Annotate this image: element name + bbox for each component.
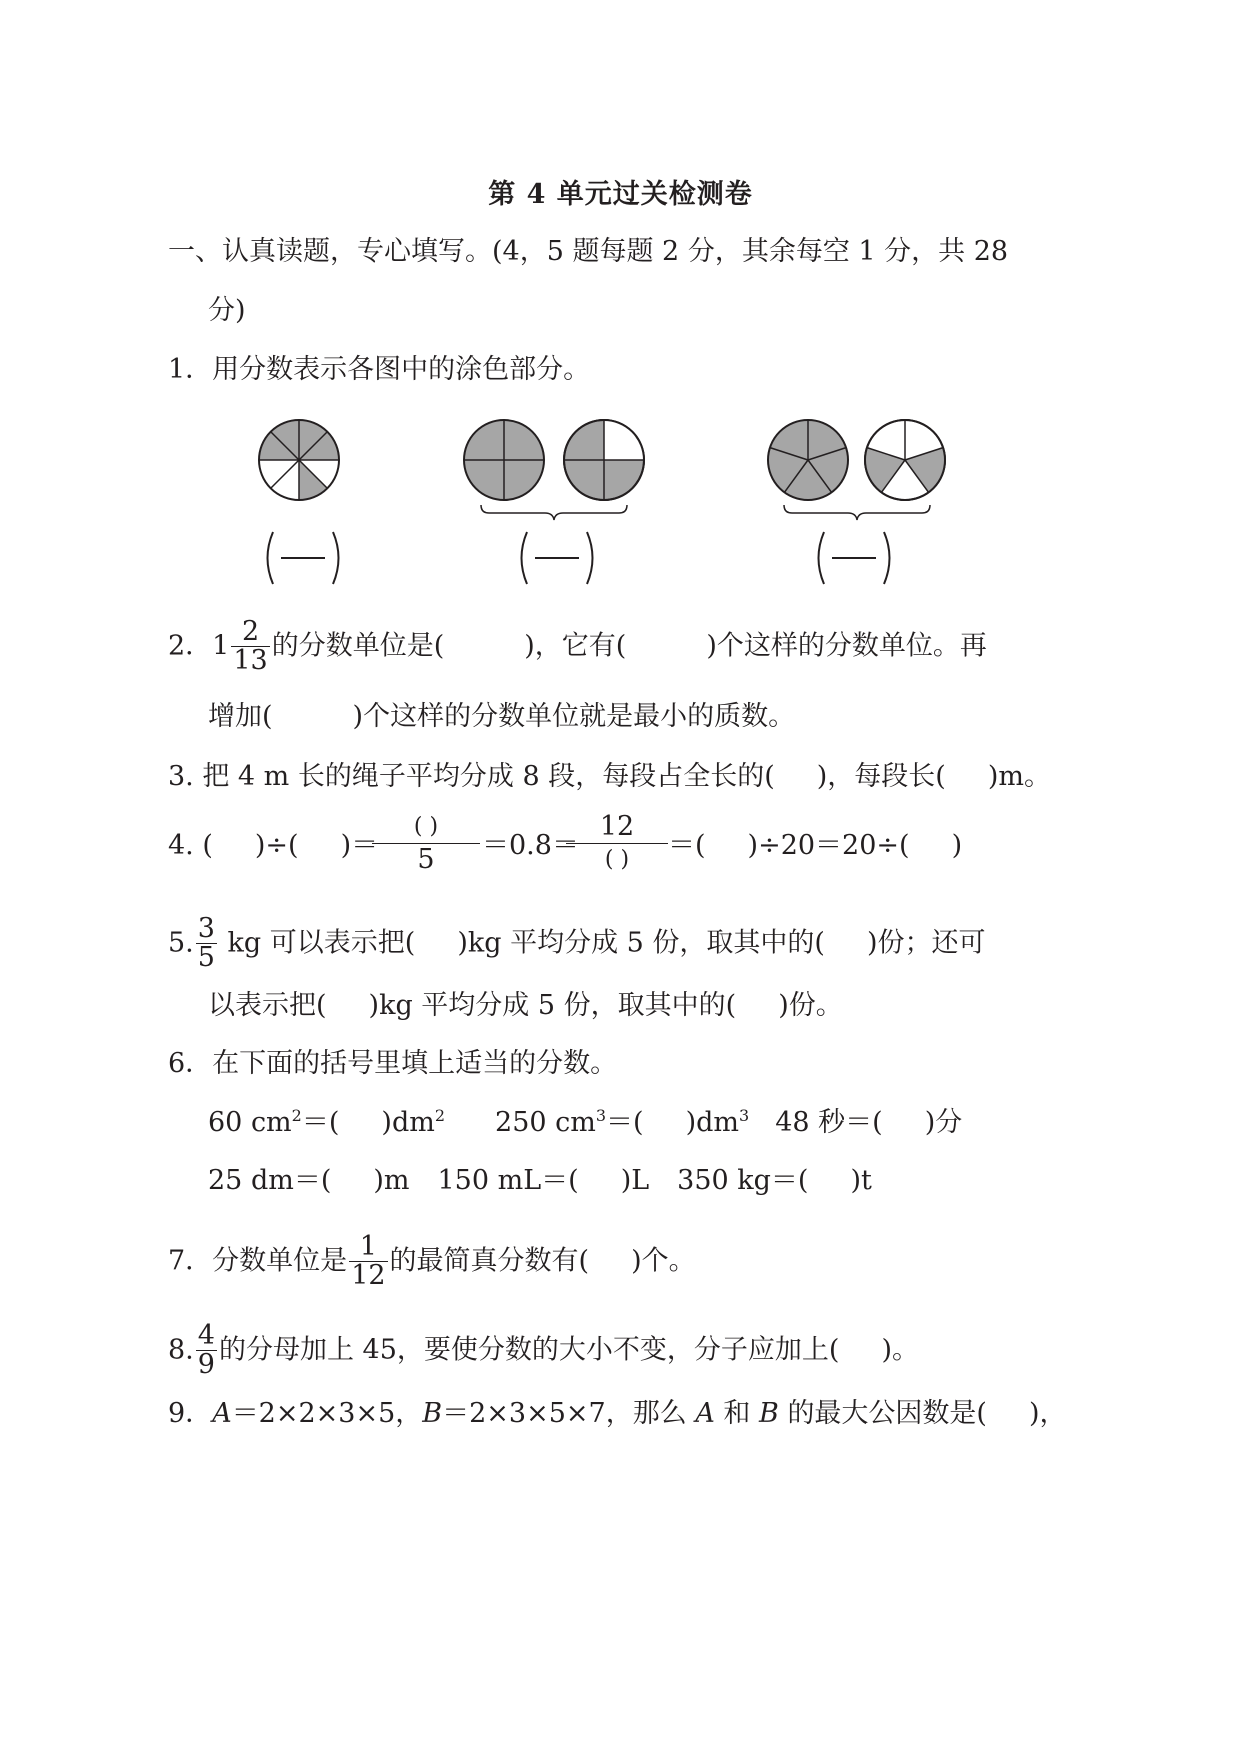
answer-blank-1 xyxy=(268,532,339,584)
circle-quarters-full xyxy=(464,420,544,500)
fraction: $\frac{2}{13}$ xyxy=(233,616,268,677)
question-4-c: ＝( )÷20＝20÷( ) xyxy=(668,830,963,861)
q2-prefix: 2．1 xyxy=(168,630,230,662)
q4-fraction-2: 12 ( ) xyxy=(566,811,668,876)
question-5-cont: 以表示把( )kg 平均分成 5 份，取其中的( )份。 xyxy=(208,990,843,1021)
question-4-b: ＝0.8＝ xyxy=(482,830,579,861)
fraction: $\frac{3}{5}$ xyxy=(197,913,215,974)
q4-fraction-1: ( ) 5 xyxy=(372,811,480,876)
section-heading: 一、认真读题，专心填写。(4，5 题每题 2 分，其余每空 1 分，共 28 xyxy=(168,236,1009,267)
brace-icon xyxy=(784,505,930,520)
question-3: 3. 把 4 m 长的绳子平均分成 8 段，每段占全长的( )，每段长( )m。 xyxy=(168,761,1051,792)
question-8: 8. $\frac{4}{9}$ 的分母加上 45，要使分数的大小不变，分子应加上( )。 xyxy=(168,1320,919,1381)
question-6: 6．在下面的括号里填上适当的分数。 xyxy=(168,1048,618,1079)
question-4-a: 4. ( )÷( )＝ xyxy=(168,830,379,861)
fraction: $\frac{1}{12}$ xyxy=(351,1231,386,1292)
circle-quarters-three xyxy=(564,420,644,500)
question-2-cont: 增加( )个这样的分数单位就是最小的质数。 xyxy=(208,701,796,732)
question-7: 7．分数单位是 $\frac{1}{12}$ 的最简真分数有( )个。 xyxy=(168,1231,696,1292)
question-6-row-2: 25 dm＝( )m 150 mL＝( )L 350 kg＝( )t xyxy=(208,1165,872,1196)
question-2: 2．1 $\frac{2}{13}$ 的分数单位是( )，它有( )个这样的分数单位。再 xyxy=(168,616,987,677)
circle-fifths-two xyxy=(865,420,945,500)
fraction: $\frac{4}{9}$ xyxy=(197,1320,215,1381)
answer-blank-2 xyxy=(522,532,593,584)
question-1: 1．用分数表示各图中的涂色部分。 xyxy=(168,354,591,385)
page-title: 第 4 单元过关检测卷 xyxy=(488,179,753,210)
question-1-figures xyxy=(0,410,1241,610)
question-9: 9．A＝2×2×3×5，B＝2×3×5×7，那么 A 和 B 的最大公因数是( )， xyxy=(168,1398,1067,1429)
question-5: 5. $\frac{3}{5}$ kg 可以表示把( )kg 平均分成 5 份，取其中的( )份；还可 xyxy=(168,913,986,974)
answer-blank-3 xyxy=(819,532,890,584)
question-6-row-1: 60 $cm^2=$( )$dm^2$ 250 $cm^3=$( )$dm^3$ 48 秒＝( )分 xyxy=(208,1106,963,1138)
circle-fifths-full xyxy=(768,420,848,500)
circle-eighths xyxy=(259,420,339,500)
section-heading-cont: 分) xyxy=(208,295,246,326)
brace-icon xyxy=(481,505,627,520)
